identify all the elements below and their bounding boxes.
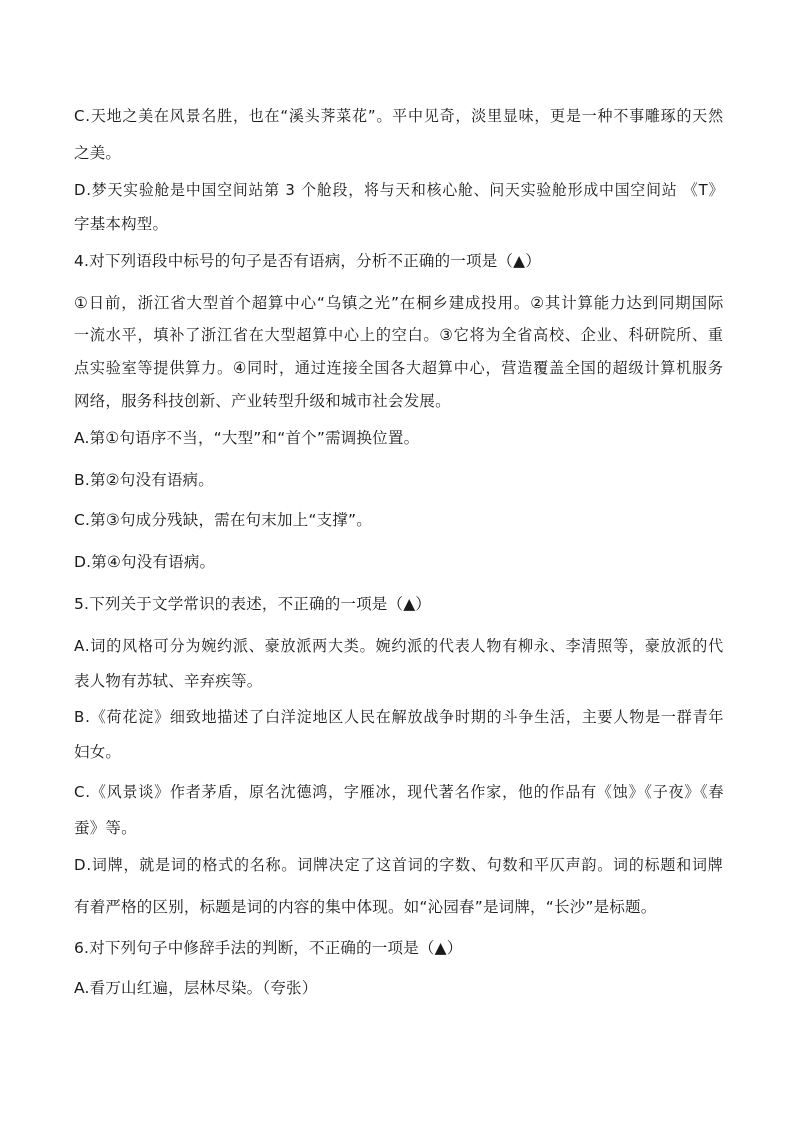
q5-option-d-line1: D.词牌，就是词的格式的名称。词牌决定了这首词的字数、句数和平仄声韵。词的标题和词牌 <box>74 856 724 874</box>
q5-option-b-line2: 妇女。 <box>74 743 122 761</box>
q5-option-b-line1: B.《荷花淀》细致地描述了白洋淀地区人民在解放战争时期的斗争生活，主要人物是一群青年 <box>74 708 725 726</box>
q3-option-c-line2: 之美。 <box>74 144 122 162</box>
q4-passage-line1: ①日前，浙江省大型首个超算中心“乌镇之光”在桐乡建成投用。②其计算能力达到同期国际 <box>74 294 725 312</box>
q5-option-c-line1: C.《风景谈》作者茅盾，原名沈德鸿，字雁冰，现代著名作家，他的作品有《蚀》《子夜》《春 <box>74 783 725 801</box>
q5-option-a-line1: A.词的风格可分为婉约派、豪放派两大类。婉约派的代表人物有柳永、李清照等，豪放派的代 <box>74 637 724 655</box>
q5-stem: 5.下列关于文学常识的表述，不正确的一项是（▲） <box>74 595 432 613</box>
q3-option-d-line2: 字基本构型。 <box>74 215 169 233</box>
q4-stem: 4.对下列语段中标号的句子是否有语病，分析不正确的一项是（▲） <box>74 252 541 270</box>
q6-option-a: A.看万山红遍，层林尽染。（夸张） <box>74 979 318 997</box>
q4-passage-line2: 一流水平，填补了浙江省在大型超算中心上的空白。③它将为全省高校、企业、科研院所、重 <box>74 326 724 344</box>
q6-stem: 6.对下列句子中修辞手法的判断，不正确的一项是（▲） <box>74 939 463 957</box>
q3-option-c-line1: C.天地之美在风景名胜，也在“溪头荠菜花”。平中见奇，淡里显味，更是一种不事雕琢的天然 <box>74 107 724 125</box>
q5-option-c-line2: 蚕》等。 <box>74 819 137 837</box>
q3-option-d-line1: D.梦天实验舱是中国空间站第 3 个舱段，将与天和核心舱、问天实验舱形成中国空间站 《T》 <box>74 181 725 199</box>
q4-option-b: B.第②句没有语病。 <box>74 471 214 489</box>
q4-option-c: C.第③句成分残缺，需在句末加上“支撑”。 <box>74 511 372 529</box>
q4-option-a: A.第①句语序不当，“大型”和“首个”需调换位置。 <box>74 429 420 447</box>
q5-option-a-line2: 表人物有苏轼、辛弃疾等。 <box>74 672 263 690</box>
q5-option-d-line2: 有着严格的区别，标题是词的内容的集中体现。如“沁园春”是词牌，“长沙”是标题。 <box>74 898 657 916</box>
q4-option-d: D.第④句没有语病。 <box>74 553 216 571</box>
q4-passage-line3: 点实验室等提供算力。④同时，通过连接全国各大超算中心，营造覆盖全国的超级计算机服务 <box>74 359 724 377</box>
q4-passage-line4: 网络，服务科技创新、产业转型升级和城市社会发展。 <box>74 392 451 410</box>
